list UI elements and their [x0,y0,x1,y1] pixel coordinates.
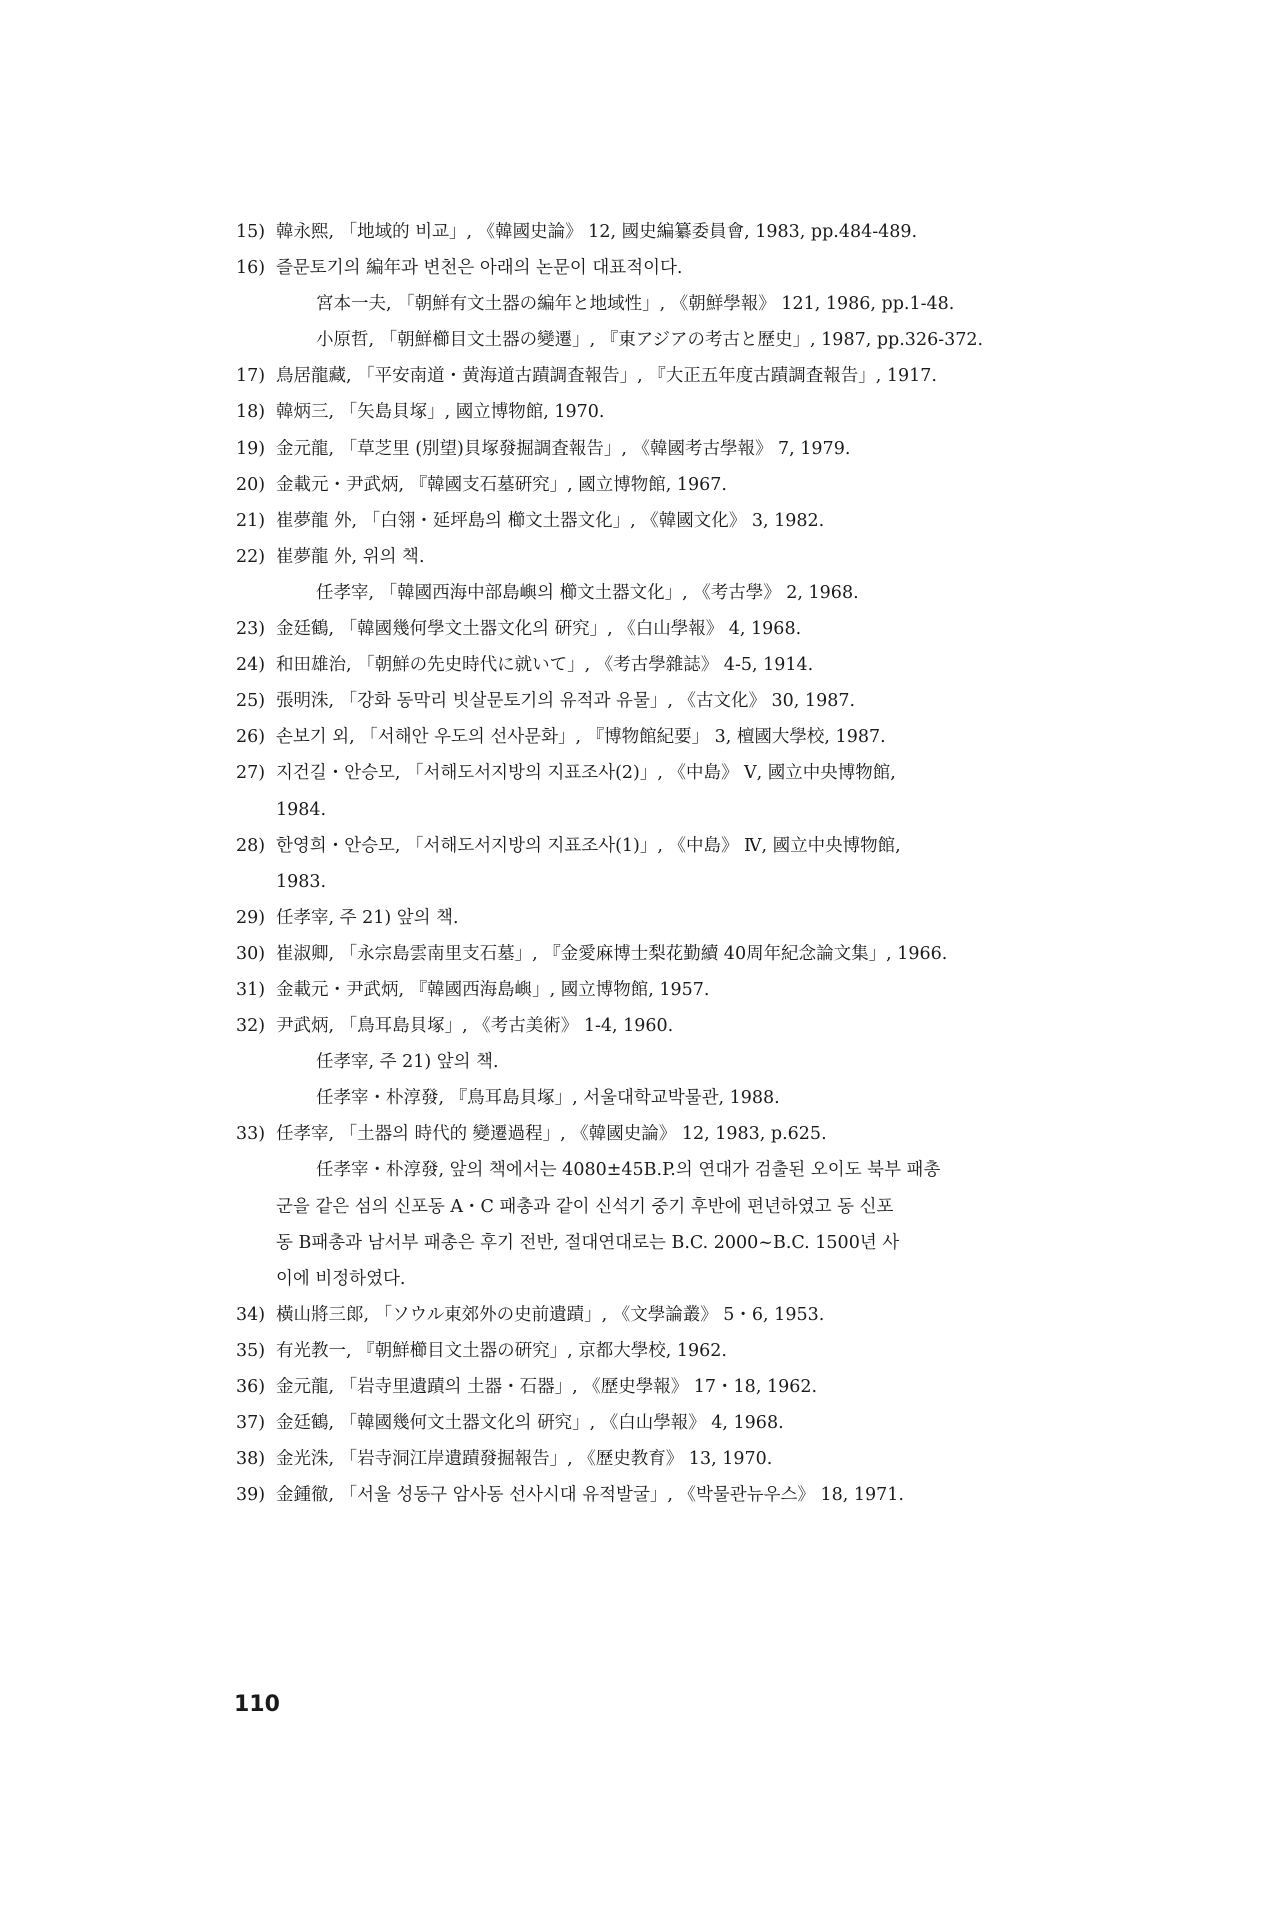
footnote [236,539,1136,611]
footnote-citation: 任孝宰, 주 21) 앞의 책. [316,1052,499,1073]
footnote-number: 26) [236,727,266,748]
footnote-number: 25) [236,691,266,712]
footnote [236,394,1136,430]
footnote-citation: 任孝宰・朴淳發, 『鳥耳島貝塚」, 서울대학교박물관, 1988. [316,1088,780,1109]
footnote-number: 37) [236,1413,266,1434]
footnote-text: 金廷鶴, 「韓國幾何學文土器文化의 硏究」, 《白山學報》 4, 1968. [276,619,802,640]
footnote [236,1477,1136,1513]
footnote-number: 33) [236,1124,266,1145]
footnote-number: 15) [236,222,266,242]
footnote-text: 尹武炳, 「鳥耳島貝塚」, 《考古美術》 1-4, 1960. [276,1016,674,1037]
footnote-number: 35) [236,1340,266,1361]
footnote-paragraph-line: 군을 같은 섬의 신포동 A・C 패총과 같이 신석기 중기 후반에 편년하였고 동 신포 [276,1196,894,1217]
footnote-text: 金載元・尹武炳, 『韓國西海島嶼」, 國立博物館, 1957. [276,979,710,1000]
footnote-text: 지건길・안승모, 「서해도서지방의 지표조사(2)」, 《中島》 Ⅴ, 國立中央博物館, [276,763,896,784]
footnote-paragraph-line: 이에 비정하였다. [276,1268,406,1289]
footnote-text: 韓炳三, 「矢島貝塚」, 國立博物館, 1970. [276,402,605,423]
footnote [236,828,1136,900]
footnote-text: 한영희・안승모, 「서해도서지방의 지표조사(1)」, 《中島》 Ⅳ, 國立中央博物館, [276,835,901,856]
footnotes-list [236,214,1136,1513]
footnote-number: 34) [236,1304,266,1325]
footnote-citation: 小原哲, 「朝鮮櫛目文土器の變遷」, 『東アジアの考古と歷史」, 1987, pp.326-372. [316,330,984,351]
footnote-number: 36) [236,1377,266,1397]
footnote-number: 16) [236,258,266,279]
footnote [236,1405,1136,1441]
footnote [236,719,1136,755]
footnote-text: 任孝宰, 「土器의 時代的 變遷過程」, 《韓國史論》 12, 1983, p.625. [276,1124,827,1145]
footnote [236,647,1136,683]
footnote-text: 金廷鶴, 「韓國幾何文土器文化의 硏究」, 《白山學報》 4, 1968. [276,1413,784,1434]
footnote [236,1333,1136,1369]
footnote-number: 27) [236,763,266,784]
footnote-text: 즐문토기의 編年과 변천은 아래의 논문이 대표적이다. [276,258,683,279]
footnote-text: 崔夢龍 外, 위의 책. [276,546,425,567]
footnote [236,503,1136,539]
footnote-text-wrap: 1983. [276,871,327,892]
footnote [236,467,1136,503]
footnote-number: 20) [236,474,266,495]
footnote-number: 30) [236,943,266,964]
footnote [236,683,1136,719]
footnote [236,1297,1136,1333]
footnote-number: 29) [236,907,266,928]
footnote-number: 38) [236,1449,266,1470]
footnote [236,1369,1136,1405]
footnote [236,755,1136,827]
footnote-text: 有光教一, 『朝鮮櫛目文土器の硏究」, 京都大學校, 1962. [276,1340,727,1361]
footnote-text: 金鍾徹, 「서울 성동구 암사동 선사시대 유적발굴」, 《박물관뉴우스》 18, 1971. [276,1485,904,1506]
footnote-text: 金元龍, 「岩寺里遺蹟의 土器・石器」, 《歷史學報》 17・18, 1962. [276,1377,818,1397]
footnote-paragraph-line: 任孝宰・朴淳發, 앞의 책에서는 4080±45B.P.의 연대가 검출된 오이도 북부 패총 [316,1160,941,1181]
footnote-text: 和田雄治, 「朝鮮の先史時代に就いて」, 《考古學雜誌》 4-5, 1914. [276,655,814,676]
footnote-text: 金載元・尹武炳, 『韓國支石墓硏究」, 國立博物館, 1967. [276,474,727,495]
footnote [236,250,1136,358]
footnote [236,431,1136,467]
footnote [236,611,1136,647]
footnote [236,358,1136,394]
footnote-text: 韓永熙, 「地域的 비교」, 《韓國史論》 12, 國史編纂委員會, 1983, pp.484-489. [276,222,918,242]
footnote-number: 18) [236,402,266,423]
footnote-text: 橫山將三郞, 「ソウル東郊外の史前遺蹟」, 《文學論叢》 5・6, 1953. [276,1304,825,1325]
footnote-citation: 宮本一夫, 「朝鮮有文土器の編年と地域性」, 《朝鮮學報》 121, 1986, pp.1-48. [316,294,955,315]
footnote-text: 金元龍, 「草芝里 (別望)貝塚發掘調査報告」, 《韓國考古學報》 7, 1979. [276,438,851,459]
footnote-text: 張明洙, 「강화 동막리 빗살문토기의 유적과 유물」, 《古文化》 30, 1987. [276,691,856,712]
footnote-text-wrap: 1984. [276,799,327,820]
footnote [236,1441,1136,1477]
footnote-citation: 任孝宰, 「韓國西海中部島嶼의 櫛文土器文化」, 《考古學》 2, 1968. [316,582,859,603]
footnote-number: 17) [236,366,266,387]
footnote-number: 21) [236,510,266,531]
footnote [236,900,1136,936]
footnote-text: 崔夢龍 外, 「白翎・延坪島의 櫛文土器文化」, 《韓國文化》 3, 1982. [276,510,825,531]
footnote-paragraph-line: 동 B패총과 남서부 패총은 후기 전반, 절대연대로는 B.C. 2000~B.C. 1500년 사 [276,1232,900,1253]
footnote [236,936,1136,972]
footnote-number: 19) [236,438,266,459]
footnote-text: 任孝宰, 주 21) 앞의 책. [276,907,459,928]
footnote [236,1116,1136,1296]
footnote [236,1008,1136,1116]
page-number: 110 [234,1692,280,1717]
footnote-number: 31) [236,979,266,1000]
footnote-number: 39) [236,1485,266,1506]
footnote-text: 金光洙, 「岩寺洞江岸遺蹟發掘報告」, 《歷史教育》 13, 1970. [276,1449,773,1470]
footnote-number: 24) [236,655,266,676]
footnote [236,214,1136,250]
footnote-number: 32) [236,1016,266,1037]
footnote-text: 崔淑卿, 「永宗島雲南里支石墓」, 『金愛麻博士梨花勤續 40周年紀念論文集」, 1966. [276,943,948,964]
footnote-text: 鳥居龍藏, 「平安南道・黄海道古蹟調査報告」, 『大正五年度古蹟調査報告」, 1917. [276,366,937,387]
footnote [236,972,1136,1008]
footnote-text: 손보기 외, 「서해안 우도의 선사문화」, 『博物館紀要」 3, 檀國大學校, 1987. [276,727,886,748]
footnote-number: 23) [236,619,266,640]
footnote-number: 22) [236,546,266,567]
footnote-number: 28) [236,835,266,856]
